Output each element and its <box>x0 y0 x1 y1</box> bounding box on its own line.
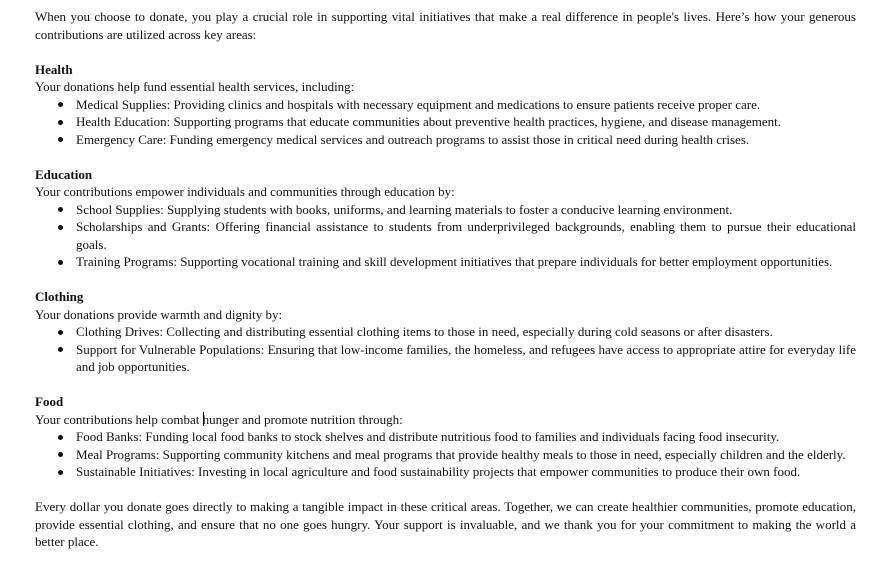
list-item: Sustainable Initiatives: Investing in local agriculture and food sustainability projects that empower communities to produce their own food. <box>35 463 856 481</box>
bullet-list-clothing <box>35 323 856 376</box>
section-heading-food: Food <box>35 394 64 409</box>
section-lead-health: Your donations help fund essential health services, including: <box>35 79 355 94</box>
list-item: Meal Programs: Supporting community kitchens and meal programs that provide healthy meals to those in need, especially children and the elderly. <box>35 446 856 464</box>
closing-paragraph: Every dollar you donate goes directly to making a tangible impact in these critical areas. Together, we can create healthier communities, promote education, provide essential clothing, and ensure that no one goes hungry. Your support is invaluable, and we thank you for your commitment to making the world a better place. <box>35 499 856 549</box>
section-lead-food <box>35 411 856 429</box>
bullet-list-food <box>35 428 856 481</box>
section-education <box>35 166 856 271</box>
list-item: Food Banks: Funding local food banks to stock shelves and distribute nutritious food to families and individuals facing food insecurity. <box>35 428 856 446</box>
list-item: Health Education: Supporting programs that educate communities about preventive health practices, hygiene, and disease management. <box>35 113 856 131</box>
bullet-list-education <box>35 201 856 271</box>
list-item: School Supplies: Supplying students with books, uniforms, and learning materials to foster a conducive learning environment. <box>35 201 856 219</box>
list-item: Emergency Care: Funding emergency medical services and outreach programs to assist those in critical need during health crises. <box>35 131 856 149</box>
lead-text-before-cursor: Your contributions help combat <box>35 411 203 427</box>
intro-paragraph: When you choose to donate, you play a crucial role in supporting vital initiatives that make a real difference in people's lives. Here’s how your generous contributions are utilized across key areas: <box>35 9 856 42</box>
section-heading-health: Health <box>35 61 73 77</box>
section-lead-education: Your contributions empower individuals and communities through education by: <box>35 184 455 199</box>
section-food <box>35 393 856 481</box>
list-item: Medical Supplies: Providing clinics and hospitals with necessary equipment and medications to ensure patients receive proper care. <box>35 96 856 114</box>
section-heading-education: Education <box>35 166 93 182</box>
section-lead-clothing: Your donations provide warmth and dignity by: <box>35 306 283 322</box>
lead-text-after-cursor: hunger and promote nutrition through: <box>202 411 403 427</box>
section-health <box>35 61 856 149</box>
list-item: Scholarships and Grants: Offering financial assistance to students from underprivileged backgrounds, enabling them to pursue their educational goals. <box>35 218 856 253</box>
section-clothing <box>35 288 856 376</box>
bullet-list-health <box>35 96 856 149</box>
list-item: Support for Vulnerable Populations: Ensuring that low-income families, the homeless, and refugees have access to appropriate attire for everyday life and job opportunities. <box>35 341 856 376</box>
section-heading-clothing: Clothing <box>35 289 84 304</box>
list-item: Training Programs: Supporting vocational training and skill development initiatives that prepare individuals for better employment opportunities. <box>35 253 856 271</box>
list-item: Clothing Drives: Collecting and distributing essential clothing items to those in need, especially during cold seasons or after disasters. <box>35 323 856 341</box>
